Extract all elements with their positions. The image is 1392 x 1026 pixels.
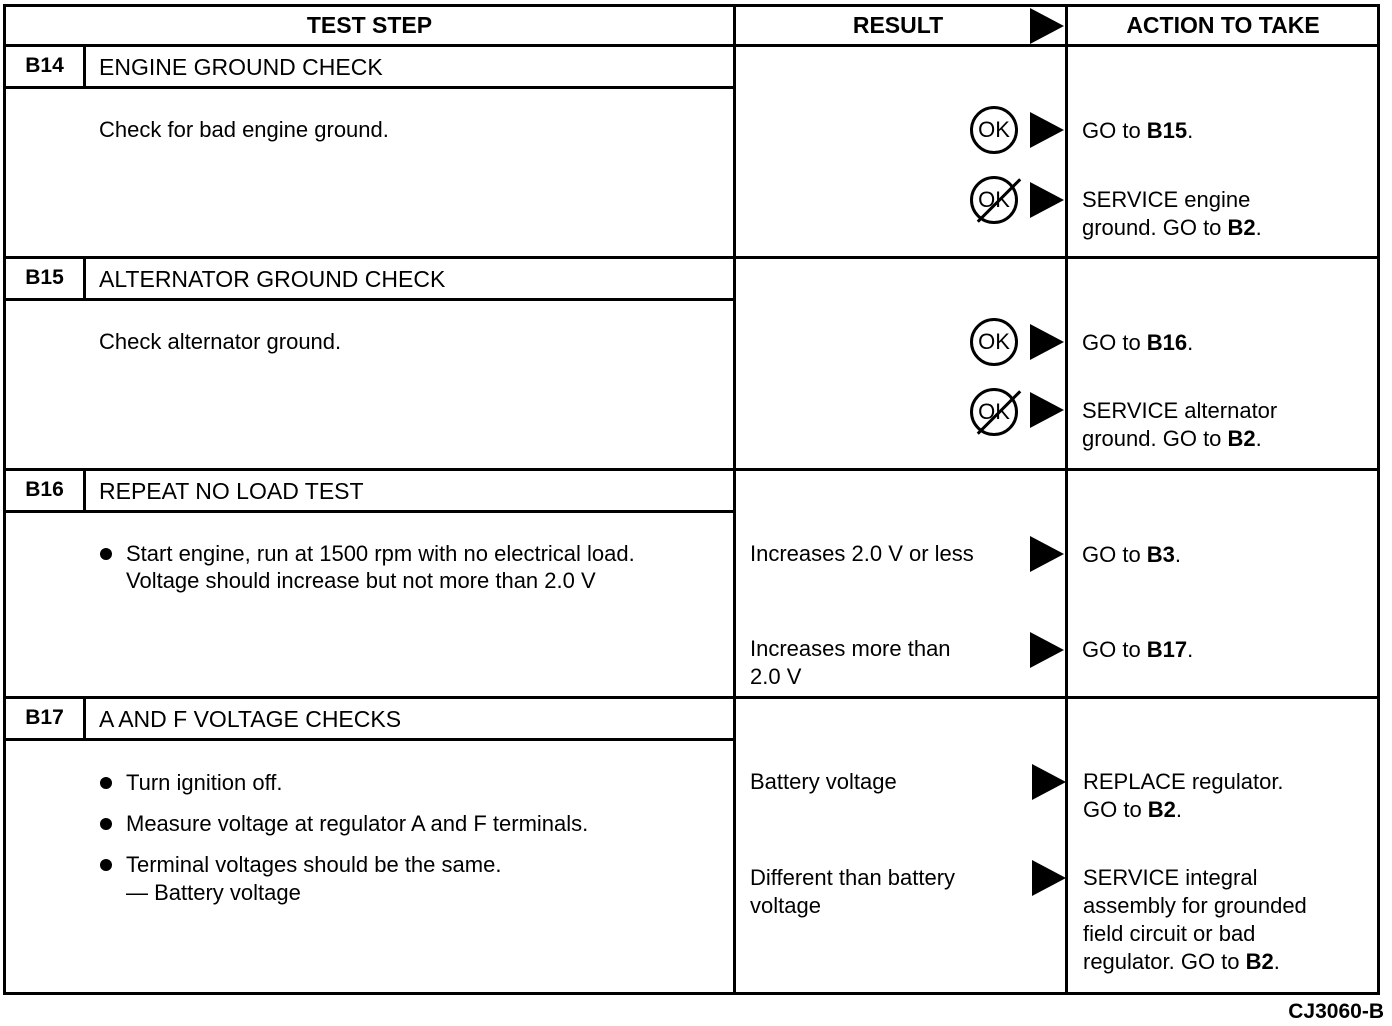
- step-title: ALTERNATOR GROUND CHECK: [99, 266, 446, 292]
- arrow-icon: [1030, 182, 1064, 218]
- result-text: Battery voltage: [750, 769, 897, 794]
- action-lead: SERVICE engine ground. GO to: [1082, 187, 1251, 240]
- arrow-icon: [1030, 536, 1064, 572]
- table-top-border: [3, 4, 1380, 7]
- column-divider-result: [733, 4, 736, 995]
- result-text: Different than battery voltage: [750, 865, 956, 918]
- action-text: [1082, 329, 1193, 357]
- action-text: [1082, 541, 1181, 569]
- not-ok-icon: [970, 176, 1018, 224]
- ok-icon: [970, 106, 1018, 154]
- column-divider-action: [1065, 4, 1068, 995]
- step-bullet-sub: — Battery voltage: [126, 880, 301, 905]
- step-code: B16: [25, 478, 64, 501]
- action-lead: REPLACE regulator. GO to: [1083, 769, 1284, 822]
- step-title-underline: [3, 298, 735, 301]
- step-code-divider: [83, 698, 86, 740]
- step-bullet: Start engine, run at 1500 rpm with no electrical load.: [126, 541, 635, 566]
- ok-label: OK: [978, 329, 1010, 354]
- action-ref: B16: [1146, 330, 1188, 355]
- arrow-icon: [1030, 632, 1064, 668]
- action-text: [1082, 636, 1193, 664]
- action-text: [1082, 117, 1193, 145]
- header-result: RESULT: [852, 12, 944, 38]
- header-test-step: TEST STEP: [306, 12, 433, 38]
- action-tail: .: [1174, 542, 1182, 567]
- not-ok-label: OK: [978, 187, 1010, 212]
- action-lead: SERVICE integral assembly for grounded field circuit or bad regulator. GO to: [1083, 865, 1307, 974]
- action-lead: GO to: [1082, 118, 1147, 143]
- action-text: [1082, 397, 1277, 453]
- action-tail: .: [1187, 118, 1194, 143]
- arrow-icon: [1030, 392, 1064, 428]
- ok-icon: [970, 318, 1018, 366]
- step-title: A AND F VOLTAGE CHECKS: [99, 706, 402, 732]
- arrow-icon: [1030, 112, 1064, 148]
- figure-id: CJ3060-B: [1288, 1000, 1384, 1023]
- table-right-border: [1377, 4, 1380, 995]
- table-bottom-border: [3, 992, 1380, 995]
- action-text: [1083, 768, 1284, 824]
- action-lead: GO to: [1082, 330, 1147, 355]
- step-bullet: Terminal voltages should be the same.: [126, 852, 502, 877]
- step-bullet: Turn ignition off.: [126, 770, 283, 795]
- action-lead: SERVICE alternator ground. GO to: [1082, 398, 1278, 451]
- ok-label: OK: [978, 117, 1010, 142]
- arrow-icon: [1032, 860, 1066, 896]
- arrow-icon: [1030, 324, 1064, 360]
- not-ok-label: OK: [978, 399, 1010, 424]
- header-action: ACTION TO TAKE: [1126, 12, 1320, 38]
- row-divider: [3, 256, 1380, 259]
- action-tail: .: [1175, 797, 1183, 822]
- step-title-underline: [3, 510, 735, 513]
- action-tail: .: [1187, 637, 1194, 662]
- step-code-divider: [83, 470, 86, 512]
- action-ref: B2: [1245, 949, 1274, 974]
- action-lead: GO to: [1082, 637, 1147, 662]
- step-title: REPEAT NO LOAD TEST: [99, 478, 364, 504]
- arrow-icon: [1032, 764, 1066, 800]
- action-tail: .: [1273, 949, 1280, 974]
- row-divider: [3, 696, 1380, 699]
- result-text: Increases more than 2.0 V: [750, 636, 951, 689]
- step-title: ENGINE GROUND CHECK: [99, 54, 383, 80]
- action-ref: B17: [1146, 637, 1188, 662]
- bullet-icon: [100, 548, 112, 560]
- action-tail: .: [1255, 215, 1262, 240]
- row-divider: [3, 468, 1380, 471]
- action-text: [1082, 186, 1262, 242]
- step-title-underline: [3, 86, 735, 89]
- step-code-divider: [83, 46, 86, 88]
- action-ref: B2: [1227, 215, 1256, 240]
- step-title-underline: [3, 738, 735, 741]
- step-code: B15: [25, 266, 64, 289]
- not-ok-icon: [970, 388, 1018, 436]
- step-code: B14: [25, 54, 64, 77]
- step-body: Check alternator ground.: [99, 329, 342, 354]
- step-code: B17: [25, 706, 64, 729]
- arrow-icon: [1030, 8, 1064, 44]
- action-ref: B2: [1227, 426, 1256, 451]
- action-ref: B3: [1146, 542, 1175, 567]
- bullet-icon: [100, 777, 112, 789]
- action-ref: B2: [1147, 797, 1176, 822]
- header-divider: [3, 44, 1380, 47]
- action-ref: B15: [1146, 118, 1188, 143]
- bullet-icon: [100, 859, 112, 871]
- action-text: [1083, 864, 1307, 976]
- step-code-divider: [83, 258, 86, 300]
- result-text: Increases 2.0 V or less: [750, 541, 974, 566]
- action-tail: .: [1255, 426, 1262, 451]
- step-bullet-continuation: Voltage should increase but not more than 2.0 V: [126, 568, 596, 593]
- action-tail: .: [1187, 330, 1194, 355]
- step-bullet: Measure voltage at regulator A and F terminals.: [126, 811, 589, 836]
- action-lead: GO to: [1082, 542, 1147, 567]
- step-body: Check for bad engine ground.: [99, 117, 389, 142]
- bullet-icon: [100, 818, 112, 830]
